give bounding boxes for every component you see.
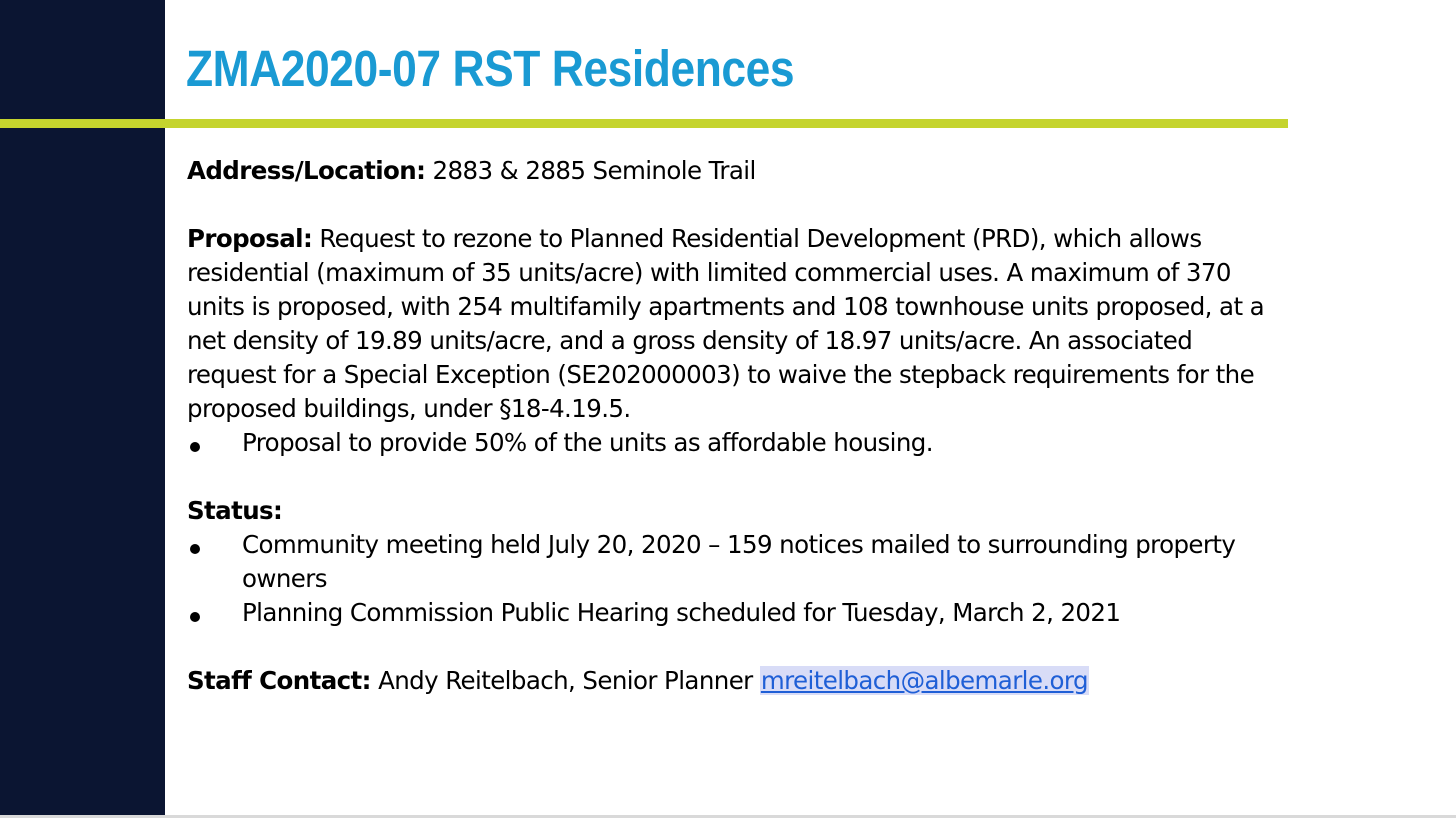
bullet-icon [190,442,200,452]
spacer [187,460,1277,494]
status-bullet [187,596,1277,630]
contact-label: Staff Contact: [187,666,371,695]
address-line [187,154,1277,188]
bullet-icon [190,612,200,622]
spacer [187,630,1277,664]
bullet-icon [190,544,200,554]
status-bullet-text: Community meeting held July 20, 2020 – 159 notices mailed to surrounding property owners [242,530,1236,593]
proposal-bullet-text: Proposal to provide 50% of the units as affordable housing. [242,428,933,457]
address-value: 2883 & 2885 Seminole Trail [432,156,756,185]
slide-title: ZMA2020-07 RST Residences [186,40,795,97]
proposal-bullet [187,426,1277,460]
proposal-text: Request to rezone to Planned Residential Development (PRD), which allows residential (maximum of 35 units/acre) with limited commercial uses. A maximum of 370 units is proposed, with 254 multifamily apartments and 108 townhouse units proposed, at a net density of 19.89 units/acre, and a gross density of 18.97 units/acre. An associated request for a Special Exception (SE202000003) to waive the stepback requirements for the proposed buildings, under §18-4.19.5. [187,224,1265,423]
contact-email-link[interactable]: mreitelbach@albemarle.org [760,666,1088,695]
status-label: Status: [187,496,283,525]
proposal-label: Proposal: [187,224,313,253]
status-bullet [187,528,1277,596]
address-label: Address/Location: [187,156,426,185]
title-rule [0,119,1288,128]
contact-line [187,664,1277,698]
proposal-paragraph [187,222,1277,426]
status-heading [187,494,1277,528]
status-bullet-text: Planning Commission Public Hearing scheduled for Tuesday, March 2, 2021 [242,598,1121,627]
spacer [187,188,1277,222]
slide-body [187,154,1277,698]
contact-name: Andy Reitelbach, Senior Planner [378,666,753,695]
